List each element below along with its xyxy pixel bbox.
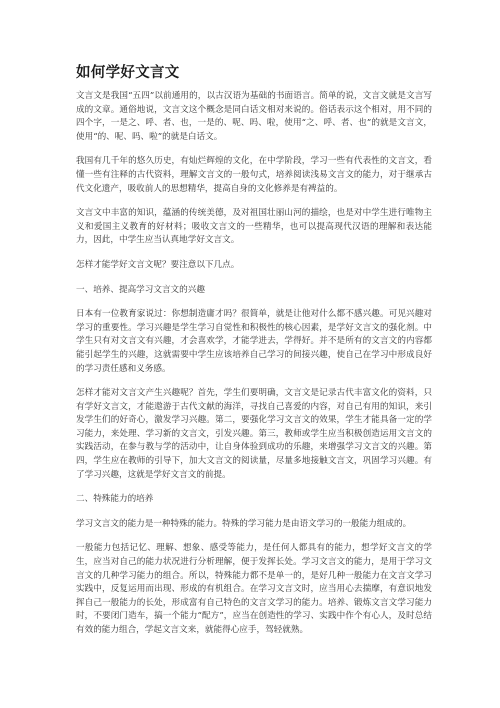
paragraph-interest-importance: 日本有一位教育家说过：你想制造庸才吗？很简单，就是让他对什么都不感兴趣。可见兴趣对学习的重要性。学习兴趣是学生学习自觉性和积极性的核心因素，是学好文言文的强化剂。中学生只有对文言文有兴趣，才会喜欢学，才能学进去，学得好。并不是所有的文言文的内容都能引起学生的兴趣，这就需要中学生应该培养自己学习的间接兴趣，使自己在学习中形成良好的学习责任感和义务感。 [76, 309, 432, 374]
document-title: 如何学好文言文 [76, 64, 180, 81]
section-heading-interest: 一、培养、提高学习文言文的兴趣 [76, 284, 205, 295]
paragraph-history: 我国有几千年的悠久历史，有灿烂辉煌的文化，在中学阶段，学习一些有代表性的文言文，看懂一些有注释的古代资料，理解文言文的一般句式，培养阅读浅易文言文的能力，对于继承古代文化遗产，吸收前人的思想精华，提高自身的文化修养是有裨益的。 [76, 156, 432, 194]
paragraph-ability-general: 一般能力包括记忆、理解、想象、感受等能力，是任何人都具有的能力，想学好文言文的学生，应当对自己的能力状况进行分析理解，便于发挥长处。学习文言文的能力，是用于学习文言文的几种学习能力的组合。所以，特殊能力都不是单一的，是好几种一般能力在文言文学习实践中，反复运用而出现、形成的有机组合。在学习文言文时，应当用心去揣摩，有意识地发挥自己一般能力的长处，形成富有自己特色的文言文学习的能力。培养、锻炼文言文学习能力时，不要闭门造车，搞一个能力“配方”，应当在创造性的学习、实践中作个有心人，及时总结有效的能力组合，学起文言文来，就能得心应手，驾轻就熟。 [76, 543, 432, 635]
section-heading-ability: 二、特殊能力的培养 [76, 494, 154, 505]
paragraph-question: 怎样才能学好文言文呢？要注意以下几点。 [76, 259, 240, 270]
document-page [76, 64, 432, 649]
paragraph-intro: 文言文是我国“五四”以前通用的，以古汉语为基础的书面语言。简单的说，文言文就是文言写成的文章。通俗地说，文言文这个概念是同白话文相对来说的。俗话表示这个相对，用不同的四个字，一是之、呼、者、也，一是的、呢、吗、啦，使用“之、呼、者、也”的就是文言文，使用“的、呢、吗、啦”的就是白话文。 [76, 91, 432, 142]
paragraph-ability-definition: 学习文言文的能力是一种特殊的能力。特殊的学习能力是由语文学习的一般能力组成的。 [76, 518, 412, 529]
paragraph-knowledge: 文言文中丰富的知识，蕴涵的传统美德，及对祖国壮丽山河的描绘，也是对中学生进行唯物主义和爱国主义教育的好材料；吸收文言文的一些精华，也可以提高现代汉语的理解和表达能力，因此，中学生应当认真地学好文言文。 [76, 208, 432, 246]
paragraph-interest-methods: 怎样才能对文言文产生兴趣呢？首先，学生们要明确，文言文是记录古代丰富文化的资料，只有学好文言文，才能遨游于古代文献的海洋，寻找自己喜爱的内容，对自己有用的知识，来引发学生们的好奇心，激发学习兴趣。第二，要强化学习文言文的效果，学生才能具备一定的学习能力，来处理、学习新的文言文，引发兴趣。第三，教师或学生应当积极创造运用文言文的实践活动，在参与教与学的活动中，让自身体验到成功的乐趣，来增强学习文言文的兴趣。第四，学生应在教师的引导下，加大文言文的阅读量，尽量多地接触文言文，巩固学习兴趣。有了学习兴趣，这就是学好文言文的前提。 [76, 388, 432, 480]
